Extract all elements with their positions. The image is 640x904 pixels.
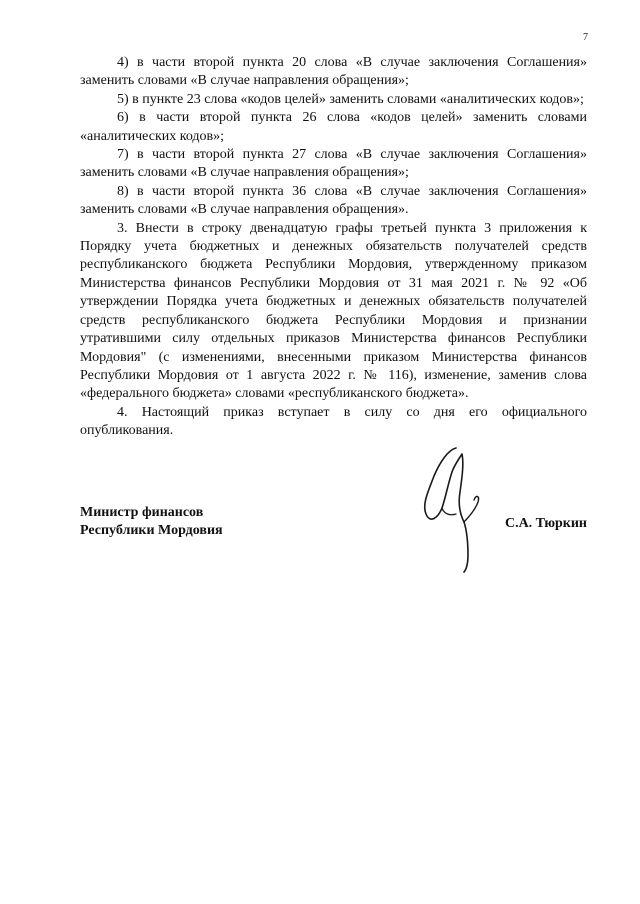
paragraph-item-8: 8) в части второй пункта 36 слова «В случае заключения Соглашения» заменить словами «В случае направления обращения». xyxy=(80,183,587,218)
paragraph-section-4: 4. Настоящий приказ вступает в силу со дня его официального опубликования. xyxy=(80,404,587,439)
signer-title xyxy=(80,504,223,540)
handwritten-signature xyxy=(418,444,488,574)
signer-title-line1: Министр финансов xyxy=(80,505,204,520)
signer-title-line2: Республики Мордовия xyxy=(80,523,223,538)
document-body xyxy=(80,54,587,441)
page-number: 7 xyxy=(583,32,588,43)
paragraph-item-5: 5) в пункте 23 слова «кодов целей» заменить словами «аналитических кодов»; xyxy=(117,91,584,107)
signature-block xyxy=(80,504,587,584)
signer-name: С.А. Тюркин xyxy=(504,516,587,531)
paragraph-item-6: 6) в части второй пункта 26 слова «кодов целей» заменить словами «аналитических кодов»; xyxy=(80,110,587,144)
paragraph-item-7: 7) в части второй пункта 27 слова «В случае заключения Соглашения» заменить словами «В случае направления обращения»; xyxy=(80,147,587,181)
paragraph-item-4: 4) в части второй пункта 20 слова «В случае заключения Соглашения» заменить словами «В случае направления обращения»; xyxy=(80,55,587,89)
paragraph-section-3: 3. Внести в строку двенадцатую графы третьей пункта 3 приложения к Порядку учета бюджетных и денежных обязательств получателей средств республиканского бюджета Республики Мордовия, утвержденному приказом Министерства финансов Республики Мордовия от 31 мая 2021 г. № 92 «Об утверждении Порядка учета бюджетных и денежных обязательств получателей средств республиканского бюджета Республики Мордовия и признании утратившими силу отдельных приказов Министерства финансов Республики Мордовия" (с изменениями, внесенными приказом Министерства финансов Республики Мордовия от 1 августа 2022 г. № 116), изменение, заменив слова «федерального бюджета» словами «республиканского бюджета». xyxy=(80,220,587,402)
